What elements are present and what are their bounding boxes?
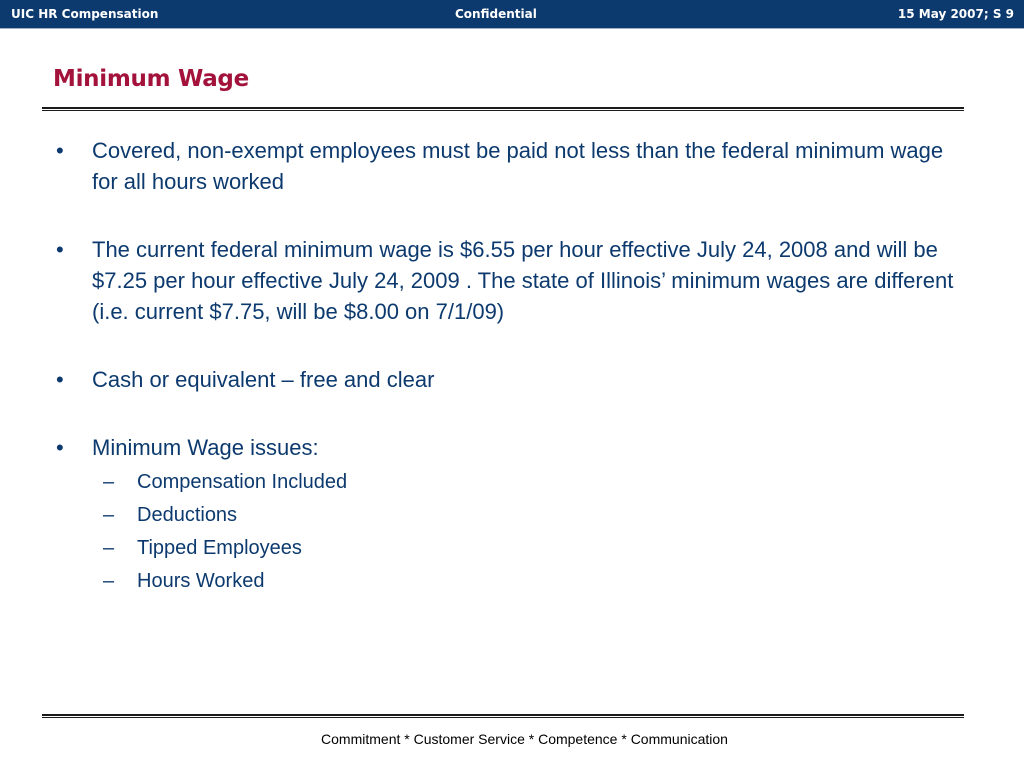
- sub-bullet-text: Hours Worked: [137, 570, 265, 592]
- bullet-item: [56, 135, 956, 197]
- bullet-text: Cash or equivalent – free and clear: [92, 367, 435, 392]
- header-left-text: UIC HR Compensation: [11, 7, 159, 21]
- bullet-text: Covered, non-exempt employees must be paid not less than the federal minimum wage for all hours worked: [92, 138, 944, 194]
- sub-bullet-item: [56, 499, 956, 532]
- bullet-item: [56, 234, 956, 327]
- footer-text: Commitment * Customer Service * Competence * Communication: [321, 731, 728, 747]
- bullet-item: [56, 364, 956, 395]
- header-bar: [0, 0, 1024, 29]
- bottom-divider: [42, 714, 964, 718]
- bullet-marker: •: [56, 237, 64, 262]
- sub-bullet-text: Tipped Employees: [137, 537, 302, 559]
- bullet-text: The current federal minimum wage is $6.55 per hour effective July 24, 2008 and will be $7.25 per hour effective July 24, 2009 . The state of Illinois’ minimum wages are different (i.e. current $7.75, will be $8.00 on 7/1/09): [92, 237, 954, 324]
- bullet-item: [56, 432, 956, 463]
- sub-bullet-item: [56, 466, 956, 499]
- header-right-text: 15 May 2007; S 9: [897, 7, 1014, 21]
- bullet-marker: •: [56, 435, 64, 460]
- top-divider: [42, 107, 964, 111]
- bullet-marker: •: [56, 138, 64, 163]
- bullet-marker: •: [56, 367, 64, 392]
- header-center-text: Confidential: [455, 7, 537, 21]
- sub-bullet-marker: –: [103, 504, 115, 526]
- sub-bullet-marker: –: [103, 537, 115, 559]
- sub-bullet-item: [56, 565, 956, 598]
- sub-bullet-text: Deductions: [137, 504, 238, 526]
- slide-title: Minimum Wage: [53, 66, 249, 92]
- sub-bullet-text: Compensation Included: [137, 471, 348, 493]
- bullet-text: Minimum Wage issues:: [92, 435, 319, 460]
- sub-bullet-marker: –: [103, 570, 115, 592]
- sub-bullet-item: [56, 532, 956, 565]
- slide-content: [56, 135, 956, 598]
- sub-bullet-marker: –: [103, 471, 115, 493]
